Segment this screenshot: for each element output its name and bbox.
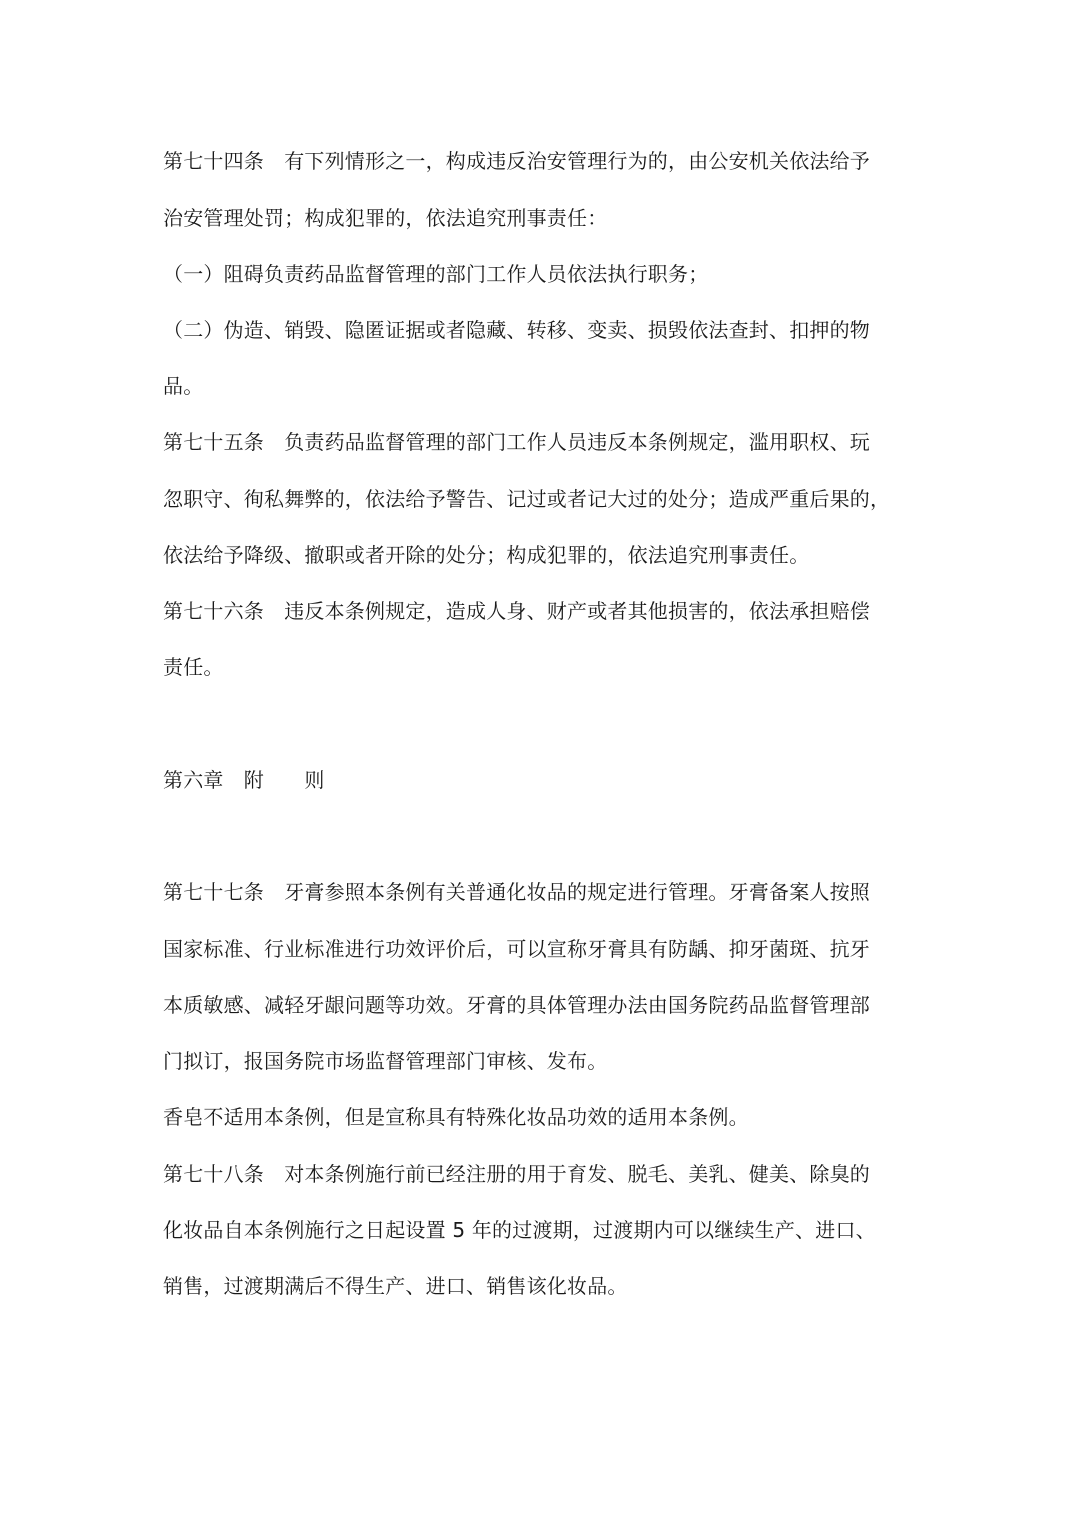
article-74-item-2-line-1: （二）伪造、销毁、隐匿证据或者隐藏、转移、变卖、损毁依法查封、扣押的物 bbox=[163, 318, 870, 342]
article-77-paragraph-2: 香皂不适用本条例，但是宣称具有特殊化妆品功效的适用本条例。 bbox=[163, 1105, 749, 1129]
article-77-line-4: 门拟订，报国务院市场监督管理部门审核、发布。 bbox=[163, 1049, 608, 1073]
chapter-heading: 第六章 附 则 bbox=[163, 768, 325, 792]
article-76-line-2: 责任。 bbox=[163, 655, 224, 679]
article-74-line-2: 治安管理处罚；构成犯罪的，依法追究刑事责任： bbox=[163, 206, 608, 230]
article-77-line-1: 第七十七条 牙膏参照本条例有关普通化妆品的规定进行管理。牙膏备案人按照 bbox=[163, 880, 870, 904]
article-78-line-1: 第七十八条 对本条例施行前已经注册的用于育发、脱毛、美乳、健美、除臭的 bbox=[163, 1162, 870, 1186]
article-74-item-2-line-2: 品。 bbox=[163, 374, 204, 398]
article-75-line-1: 第七十五条 负责药品监督管理的部门工作人员违反本条例规定，滥用职权、玩 bbox=[163, 430, 870, 454]
article-76-line-1: 第七十六条 违反本条例规定，造成人身、财产或者其他损害的，依法承担赔偿 bbox=[163, 599, 870, 623]
article-74-item-1: （一）阻碍负责药品监督管理的部门工作人员依法执行职务； bbox=[163, 262, 709, 286]
article-78-line-3: 销售，过渡期满后不得生产、进口、销售该化妆品。 bbox=[163, 1274, 628, 1298]
article-77-line-2: 国家标准、行业标准进行功效评价后，可以宣称牙膏具有防龋、抑牙菌斑、抗牙 bbox=[163, 937, 870, 961]
article-75-line-2: 忽职守、徇私舞弊的，依法给予警告、记过或者记大过的处分；造成严重后果的， bbox=[163, 487, 891, 511]
article-74-line-1: 第七十四条 有下列情形之一，构成违反治安管理行为的，由公安机关依法给予 bbox=[163, 149, 870, 173]
article-78-line-2: 化妆品自本条例施行之日起设置 5 年的过渡期，过渡期内可以继续生产、进口、 bbox=[163, 1218, 876, 1242]
article-77-line-3: 本质敏感、减轻牙龈问题等功效。牙膏的具体管理办法由国务院药品监督管理部 bbox=[163, 993, 870, 1017]
article-75-line-3: 依法给予降级、撤职或者开除的处分；构成犯罪的，依法追究刑事责任。 bbox=[163, 543, 810, 567]
